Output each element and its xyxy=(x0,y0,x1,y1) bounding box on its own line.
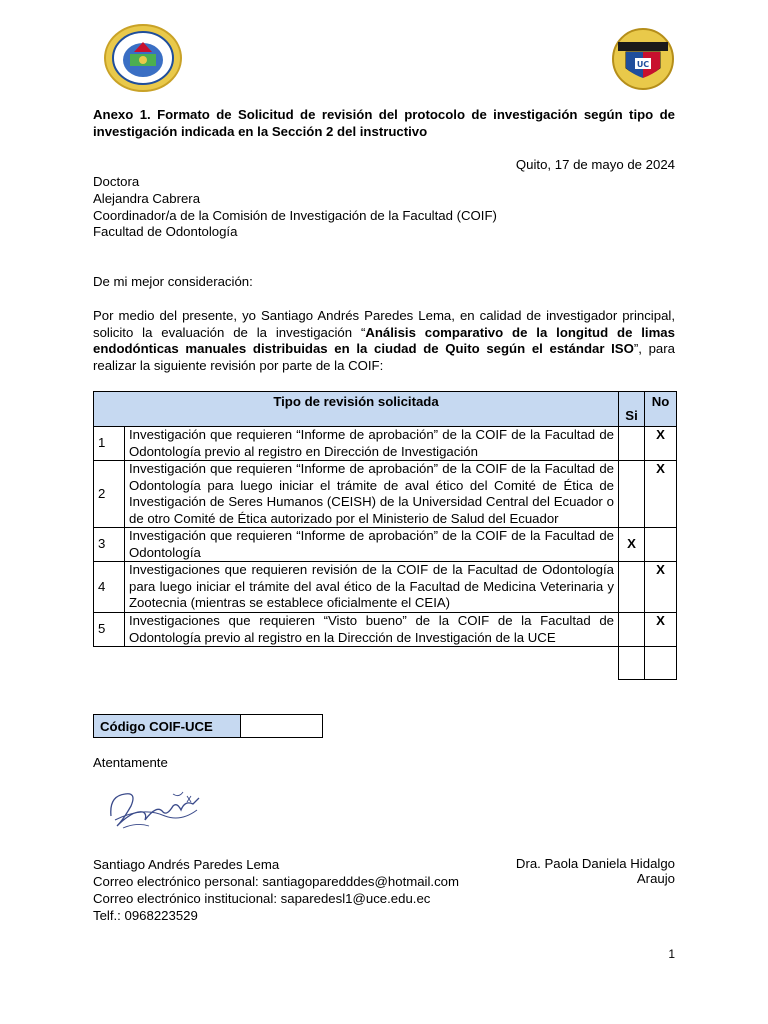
row-no-mark: X xyxy=(645,427,677,461)
page-number: 1 xyxy=(668,947,675,961)
recipient-name: Alejandra Cabrera xyxy=(93,190,201,206)
review-type-table xyxy=(93,391,677,680)
table-empty-row xyxy=(94,647,677,680)
row-no-mark: X xyxy=(645,613,677,647)
second-signer-name: Dra. Paola Daniela Hidalgo Araujo xyxy=(515,856,675,886)
row-description: Investigaciones que requieren revisión de la COIF de la Facultad de Odontología para luego iniciar el trámite del aval ético de la Facultad de Medicina Veterinaria y Zootecnia (mientras se establece oficialmente el CEIA) xyxy=(125,562,619,613)
study-title: Análisis comparativo de la longitud de limas endodónticas manuales distribuidas en la ciudad de Quito según el estándar ISO xyxy=(93,324,675,357)
header-no: No xyxy=(645,392,677,427)
greeting: De mi mejor consideración: xyxy=(93,274,253,289)
table-header-row xyxy=(94,392,677,427)
recipient-faculty: Facultad de Odontología xyxy=(93,224,238,240)
coif-code-label: Código COIF-UCE xyxy=(94,715,241,738)
row-number: 2 xyxy=(94,461,125,528)
row-description: Investigación que requieren “Informe de aprobación” de la COIF de la Facultad de Odontología xyxy=(125,528,619,562)
row-description: Investigación que requieren “Informe de aprobación” de la COIF de la Facultad de Odontología para luego iniciar el trámite de aval ético del Comité de Ética de Investigación de Seres Humanos (CEISH) de la Universidad Central del Ecuador o de otro Comité de Ética autorizado por el Ministerio de Salud del Ecuador xyxy=(125,461,619,528)
table-row xyxy=(94,562,677,613)
sender-block xyxy=(93,856,459,924)
row-si-mark xyxy=(619,562,645,613)
university-seal-logo xyxy=(104,24,182,92)
document-date: Quito, 17 de mayo de 2024 xyxy=(515,157,675,172)
header-si: Si xyxy=(619,392,645,427)
coif-code-box xyxy=(93,714,323,738)
sender-phone: Telf.: 0968223529 xyxy=(93,908,198,923)
sender-personal-email: Correo electrónico personal: santiagoparedddes@hotmail.com xyxy=(93,874,459,889)
row-description: Investigaciones que requieren “Visto bueno” de la COIF de la Facultad de Odontología previo al registro en la Dirección de Investigación de la UCE xyxy=(125,613,619,647)
row-number: 4 xyxy=(94,562,125,613)
svg-text:UC: UC xyxy=(636,60,650,69)
recipient-position: Coordinador/a de la Comisión de Investigación de la Facultad (COIF) xyxy=(93,207,497,223)
table-row xyxy=(94,613,677,647)
closing: Atentamente xyxy=(93,755,168,770)
sender-institutional-email: Correo electrónico institucional: saparedesl1@uce.edu.ec xyxy=(93,891,431,906)
request-paragraph xyxy=(93,308,675,375)
row-number: 5 xyxy=(94,613,125,647)
coif-code-value xyxy=(241,715,323,738)
row-si-mark xyxy=(619,613,645,647)
header-review-type: Tipo de revisión solicitada xyxy=(94,392,619,427)
recipient-title: Doctora xyxy=(93,174,140,189)
paragraph-part2: ”, para realizar la siguiente revisión por parte de la COIF: xyxy=(93,341,675,374)
row-no-mark: X xyxy=(645,461,677,528)
row-description: Investigación que requieren “Informe de aprobación” de la COIF de la Facultad de Odontología previo al registro en Dirección de Investigación xyxy=(125,427,619,461)
row-no-mark: X xyxy=(645,562,677,613)
row-no-mark xyxy=(645,528,677,562)
paragraph-part1: Por medio del presente, yo Santiago Andrés Paredes Lema, en calidad de investigador principal, solicito la evaluación de la investigación “ xyxy=(93,308,675,340)
sender-name: Santiago Andrés Paredes Lema xyxy=(93,857,280,872)
row-si-mark xyxy=(619,427,645,461)
row-si-mark: X xyxy=(619,528,645,562)
document-title: Anexo 1. Formato de Solicitud de revisión del protocolo de investigación según tipo de investigación indicada en la Sección 2 del instructivo xyxy=(93,107,675,139)
table-row xyxy=(94,461,677,528)
table-row xyxy=(94,528,677,562)
recipient-block xyxy=(93,174,497,241)
table-row xyxy=(94,427,677,461)
row-number: 1 xyxy=(94,427,125,461)
empty-si-cell xyxy=(619,647,645,680)
odontologia-shield-logo xyxy=(612,28,674,90)
row-si-mark xyxy=(619,461,645,528)
handwritten-signature-icon xyxy=(103,776,207,838)
empty-no-cell xyxy=(645,647,677,680)
row-number: 3 xyxy=(94,528,125,562)
